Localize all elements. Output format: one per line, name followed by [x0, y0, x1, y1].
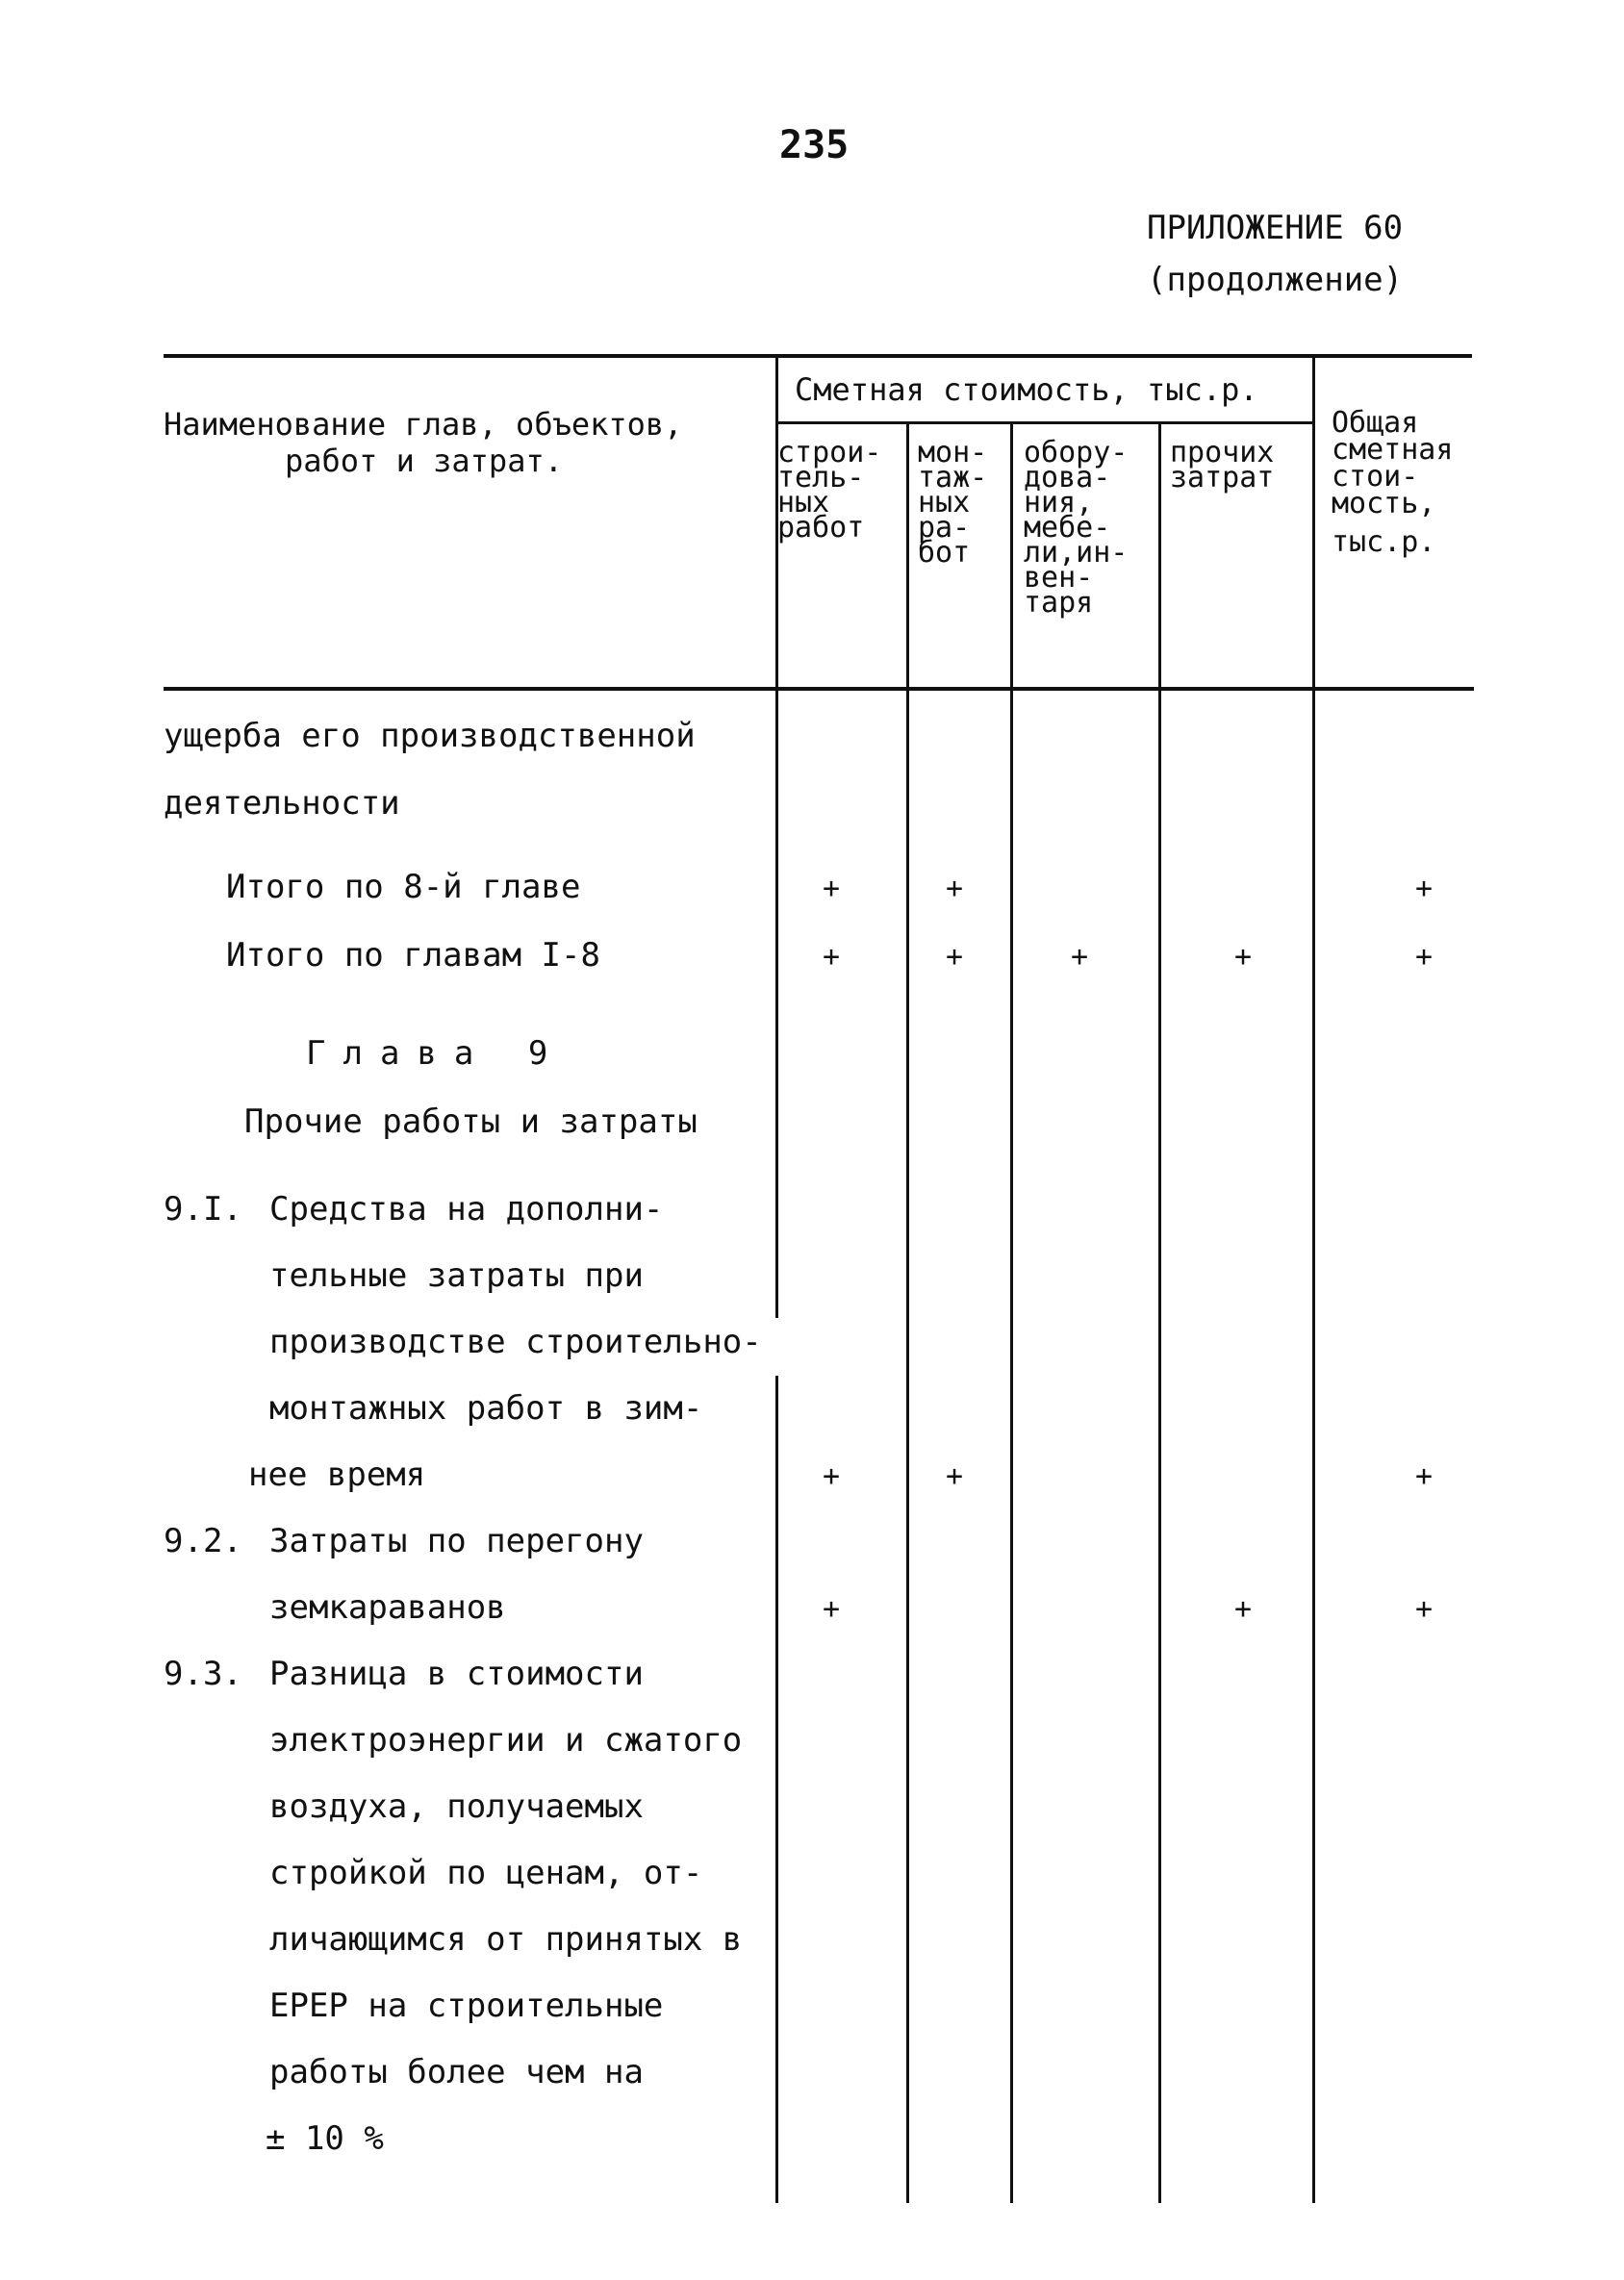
row-text: воздуха, получаемых [269, 1787, 644, 1826]
col-line-construction [906, 423, 909, 2203]
plus-mark: + [945, 1459, 964, 1493]
row-text: ЕРЕР на строительные [269, 1987, 664, 2025]
plus-mark: + [1414, 940, 1434, 974]
row-text: ущерба его производственной [164, 717, 696, 755]
row-text: земкараванов [269, 1588, 506, 1627]
row-text: нее время [248, 1456, 426, 1494]
item-number: 9.3. [164, 1655, 242, 1693]
cost-group-header: Сметная стоимость, тыс.р. [795, 371, 1258, 408]
subtotal-chapter-8: Итого по 8-й главе [226, 868, 581, 906]
row-text: производстве строительно- [269, 1323, 762, 1361]
plus-mark: + [945, 940, 964, 974]
plus-mark: + [1233, 940, 1253, 974]
header-bottom-rule [164, 687, 1474, 691]
row-text: Разница в стоимости [269, 1655, 644, 1693]
table-top-rule [164, 354, 1472, 358]
name-column-header: Наименование глав, объектов, работ и затрат. [164, 406, 683, 479]
col-line-installation [1010, 423, 1013, 2203]
row-text: деятельности [164, 784, 400, 823]
chapter-heading: Глава 9 [306, 1034, 548, 1073]
appendix-title: ПРИЛОЖЕНИЕ 60 [1147, 209, 1404, 247]
row-text: Средства на дополни- [269, 1190, 664, 1229]
other-col-header: прочих затрат [1170, 436, 1275, 494]
plus-mark: + [822, 940, 841, 974]
plus-mark: + [1070, 940, 1089, 974]
group-underline [775, 421, 1314, 424]
row-text: тельные затраты при [269, 1256, 644, 1295]
item-number: 9.2. [164, 1522, 242, 1560]
plus-mark: + [822, 1459, 841, 1493]
plus-mark: + [1414, 1459, 1434, 1493]
chapter-title: Прочие работы и затраты [244, 1102, 698, 1141]
row-text: ± 10 % [266, 2119, 384, 2158]
col-line-name-lower [775, 1376, 778, 2203]
appendix-subtitle: (продолжение) [1147, 261, 1404, 299]
plus-mark: + [945, 872, 964, 905]
subtotal-chapters-1-8: Итого по главам I-8 [226, 936, 600, 975]
plus-mark: + [1233, 1592, 1253, 1626]
row-text: монтажных работ в зим- [269, 1389, 703, 1428]
col-line-equipment [1158, 423, 1161, 2203]
row-text: стройкой по ценам, от- [269, 1854, 703, 1892]
appendix-heading [1147, 202, 1403, 306]
row-text: электроэнергии и сжатого [269, 1721, 743, 1760]
installation-col-header: мон- таж- ных ра- бот [918, 436, 988, 570]
plus-mark: + [1414, 1592, 1434, 1626]
plus-mark: + [822, 1592, 841, 1626]
item-number: 9.I. [164, 1190, 242, 1229]
construction-col-header: строи- тель- ных работ [777, 436, 882, 545]
total-col-header: Общая сметная стои- мость, тыс.р. [1332, 406, 1454, 559]
row-text: работы более чем на [269, 2053, 644, 2091]
plus-mark: + [1414, 872, 1434, 905]
col-line-other [1312, 354, 1315, 2203]
equipment-col-header: обору- дова- ния, мебе- ли,ин- вен- таря [1024, 436, 1129, 620]
row-text: личающимся от принятых в [269, 1920, 743, 1959]
page-number: 235 [779, 123, 850, 167]
plus-mark: + [822, 872, 841, 905]
row-text: Затраты по перегону [269, 1522, 644, 1560]
